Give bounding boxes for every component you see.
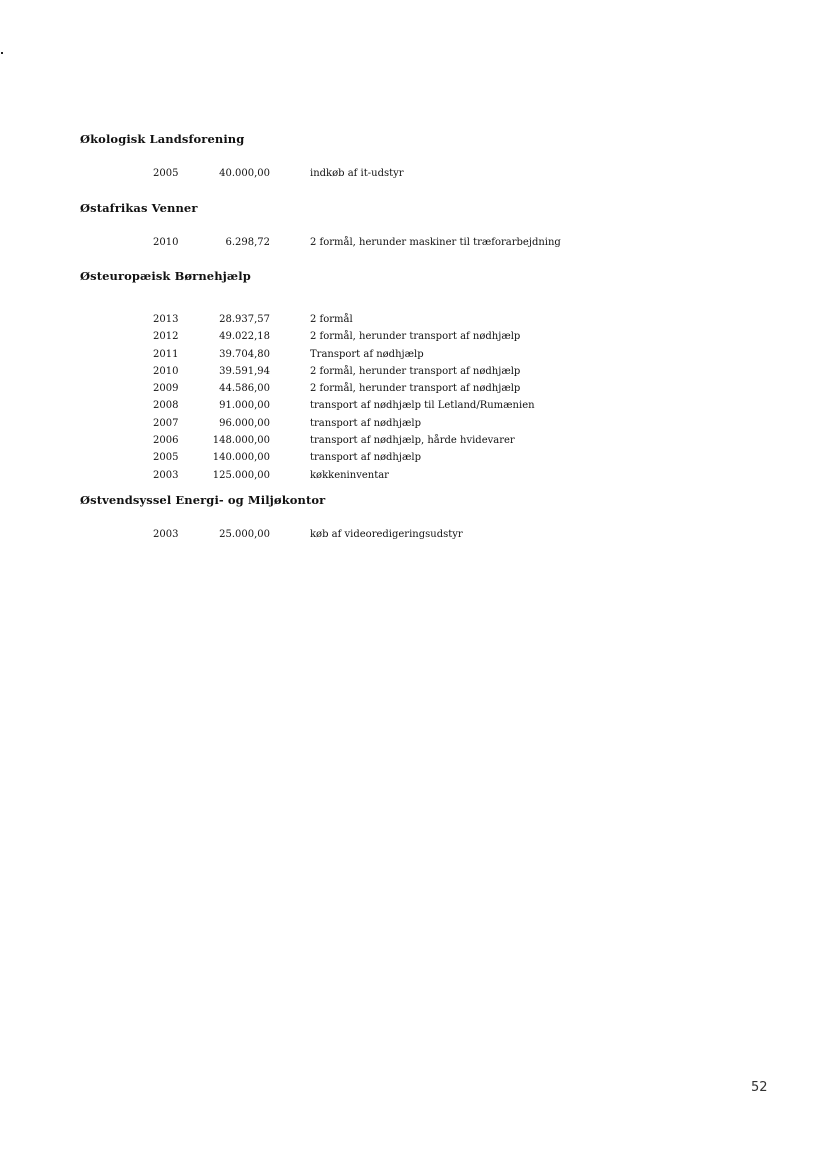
page-number: 52 (751, 1080, 768, 1095)
grant-row (80, 363, 780, 380)
scan-speck (1, 52, 3, 54)
grant-purpose: 2 formål, herunder transport af nødhjælp (310, 365, 521, 377)
grant-purpose: transport af nødhjælp (310, 417, 421, 429)
grant-amount: 40.000,00 (219, 168, 270, 179)
grant-purpose: 2 formål, herunder transport af nødhjælp (310, 383, 521, 395)
section-osteuropaeisk-bornehjaelp (80, 268, 780, 484)
grant-amount: 6.298,72 (225, 237, 270, 248)
grant-row (80, 346, 780, 363)
grant-purpose: transport af nødhjælp til Letland/Rumænien (310, 400, 535, 412)
grant-year: 2010 (153, 365, 179, 377)
grant-year: 2005 (153, 452, 179, 464)
grant-row (80, 328, 780, 345)
grant-year: 2013 (153, 314, 179, 325)
grant-year: 2011 (153, 348, 179, 360)
grant-year: 2003 (153, 469, 179, 481)
grant-purpose: 2 formål (310, 314, 353, 325)
grant-amount: 91.000,00 (219, 400, 270, 412)
grant-amount: 96.000,00 (219, 417, 270, 429)
grant-amount: 39.591,94 (219, 365, 270, 377)
organization-title: Østeuropæisk Børnehjælp (80, 269, 251, 283)
grant-amount: 148.000,00 (212, 435, 270, 447)
grant-year: 2010 (153, 237, 179, 248)
grant-year: 2012 (153, 331, 179, 343)
grant-amount: 140.000,00 (212, 452, 270, 464)
grant-row (80, 526, 780, 543)
grant-purpose: køkkeninventar (310, 469, 389, 481)
grant-list (80, 234, 780, 251)
grant-row (80, 380, 780, 397)
section-ostvendsyssel-energi (80, 492, 780, 543)
grant-amount: 49.022,18 (219, 331, 270, 343)
grant-amount: 39.704,80 (219, 348, 270, 360)
grant-purpose: 2 formål, herunder transport af nødhjælp (310, 331, 521, 343)
grant-purpose: Transport af nødhjælp (310, 348, 424, 360)
organization-title: Østvendsyssel Energi- og Miljøkontor (80, 493, 326, 507)
grant-year: 2009 (153, 383, 179, 395)
grant-row (80, 397, 780, 414)
grant-row (80, 234, 780, 251)
grant-row (80, 449, 780, 466)
grant-list (80, 311, 780, 484)
grant-year: 2008 (153, 400, 179, 412)
grant-row (80, 467, 780, 484)
grant-amount: 28.937,57 (219, 314, 270, 325)
grant-row (80, 165, 780, 182)
grant-year: 2006 (153, 435, 179, 447)
grant-row (80, 415, 780, 432)
grant-amount: 25.000,00 (219, 529, 270, 540)
grant-row (80, 311, 780, 328)
grant-amount: 44.586,00 (219, 383, 270, 395)
grant-purpose: 2 formål, herunder maskiner til træforarbejdning (310, 237, 561, 248)
grant-purpose: køb af videoredigeringsudstyr (310, 529, 463, 540)
grant-amount: 125.000,00 (212, 469, 270, 481)
organization-title: Østafrikas Venner (80, 201, 198, 215)
section-okologisk-landsforening (80, 131, 780, 182)
section-ostafrikas-venner (80, 200, 780, 251)
grant-year: 2003 (153, 529, 179, 540)
grant-purpose: transport af nødhjælp (310, 452, 421, 464)
grant-row (80, 432, 780, 449)
organization-title: Økologisk Landsforening (80, 132, 245, 146)
grant-year: 2005 (153, 168, 179, 179)
grant-year: 2007 (153, 417, 179, 429)
grant-list (80, 165, 780, 182)
grant-purpose: transport af nødhjælp, hårde hvidevarer (310, 435, 515, 447)
grant-list (80, 526, 780, 543)
grant-purpose: indkøb af it-udstyr (310, 168, 404, 179)
